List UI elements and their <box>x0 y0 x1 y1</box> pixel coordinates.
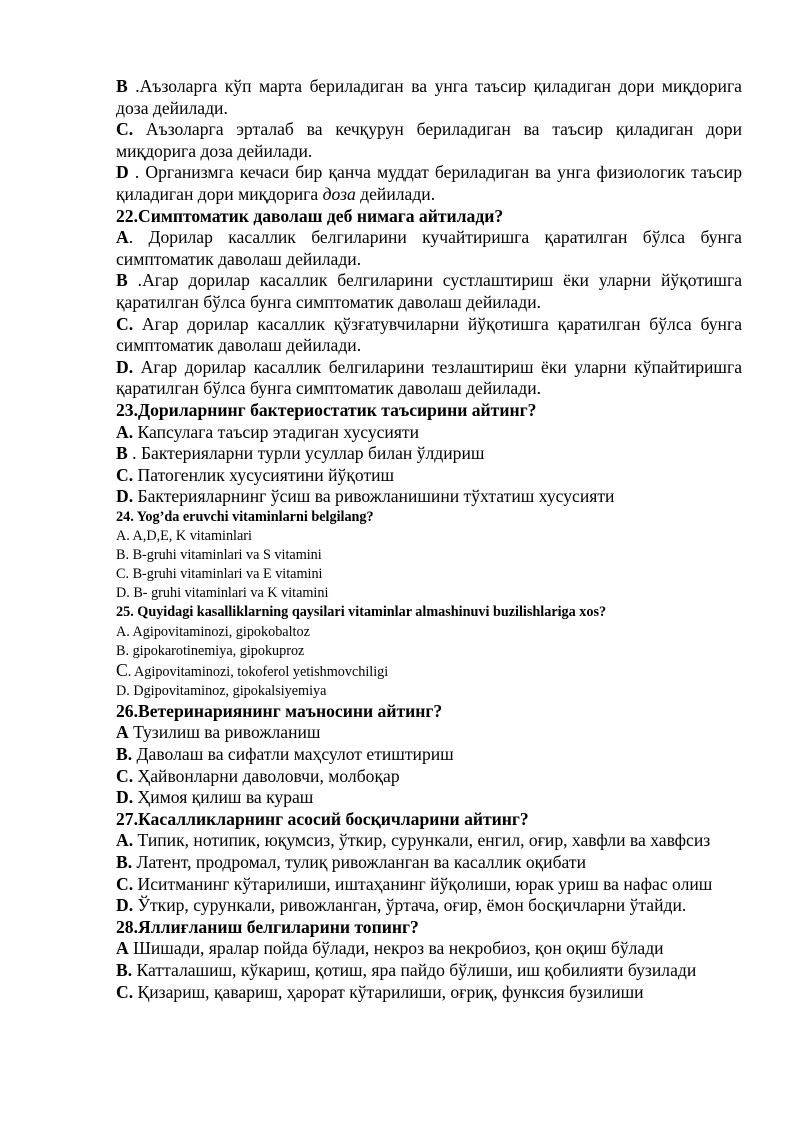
q26-title: 26.Ветеринариянинг маъносини айтинг? <box>116 700 443 721</box>
q23-option-b <box>116 443 742 465</box>
q28-option-c <box>116 982 742 1004</box>
option-letter: D. <box>116 895 134 916</box>
q23-option-c <box>116 465 742 487</box>
option-letter: A <box>116 722 129 743</box>
q27-option-a <box>116 830 742 852</box>
q26-option-d <box>116 787 742 809</box>
option-text: Ўткир, сурункали, ривожланган, ўртача, оғир, ёмон босқичларни ўтайди. <box>133 895 687 916</box>
q22-option-d <box>116 357 742 400</box>
option-letter: C. <box>116 464 134 485</box>
q26-option-b <box>116 744 742 766</box>
q23-option-d <box>116 486 742 508</box>
q21-option-c <box>116 119 742 162</box>
q28-option-a <box>116 938 742 960</box>
q22-title: 22.Симптоматик даволаш деб нимага айтилади? <box>116 205 504 226</box>
option-text: Агар дорилар касаллик қўзғатувчиларни йўқотишга қаратилган бўлса бунга симптоматик даволаш дейилади. <box>116 313 742 356</box>
option-letter: B <box>116 547 126 564</box>
option-text: . B-gruhi vitaminlari va E vitamini <box>125 566 323 583</box>
option-letter: C. <box>116 873 134 894</box>
q28-title: 28.Яллиғланиш белгиларини топинг? <box>116 916 419 937</box>
option-letter: D. <box>116 356 134 377</box>
option-text: . gipokarotinemiya, gipokuproz <box>125 642 305 659</box>
option-text-end: дейилади. <box>355 183 436 204</box>
option-letter: D. <box>116 486 134 507</box>
option-text: Ҳайвонларни даволовчи, молбоқар <box>133 765 400 786</box>
option-text: Агар дорилар касаллик белгиларини тезлаштириш ёки уларни кўпайтиришга қаратилган бўлса бунга симптоматик даволаш дейилади. <box>116 356 742 399</box>
option-text: Иситманинг кўтарилиши, иштаҳанинг йўқолиши, юрак уриш ва нафас олиш <box>133 873 713 894</box>
q25-option-c <box>116 661 742 682</box>
q21-option-d <box>116 162 742 205</box>
option-letter: D. <box>116 787 134 808</box>
option-text: Латент, продромал, тулиқ ривожланган ва касаллик оқибати <box>132 852 586 873</box>
option-text: . Бактерияларни турли усуллар билан ўлдириш <box>127 443 485 464</box>
option-letter: C. <box>116 981 134 1002</box>
option-text: . B- gruhi vitaminlari va K vitamini <box>126 585 329 602</box>
option-text: . Dgipovitaminoz, gipokalsiyemiya <box>126 682 327 699</box>
option-text: . Дорилар касаллик белгиларини кучайтиришга қаратилган бўлса бунга симптоматик даволаш дейилади. <box>116 227 742 269</box>
option-text: . Agipovitaminozi, gipokobaltoz <box>126 623 310 640</box>
q27-option-c <box>116 874 742 896</box>
option-text: Даволаш ва сифатли маҳсулот етиштириш <box>132 744 454 765</box>
option-text: Катталашиш, кўкариш, қотиш, яра пайдо бўлиши, иш қобилияти бузилади <box>132 960 697 980</box>
option-letter: B. <box>116 960 133 980</box>
option-letter: C. <box>116 119 134 140</box>
option-letter: C <box>116 659 128 680</box>
option-text: Ҳимоя қилиш ва кураш <box>133 787 314 808</box>
option-letter: A <box>116 227 129 248</box>
option-letter: B. <box>116 852 133 873</box>
option-text: Типик, нотипик, юқумсиз, ўткир, сурункали, енгил, оғир, хавфли ва хавфсиз <box>133 830 711 851</box>
option-letter: D <box>116 162 129 183</box>
q22-option-c <box>116 314 742 357</box>
option-letter: B <box>116 270 128 291</box>
option-text: Патогенлик хусусиятини йўқотиш <box>133 464 395 485</box>
option-text: Қизариш, қавариш, ҳарорат кўтарилиши, оғриқ, функсия бузилиши <box>133 981 644 1002</box>
q24-option-a <box>116 527 742 546</box>
option-letter: C <box>116 566 126 583</box>
q23-title: 23.Дориларнинг бактериостатик таъсирини айтинг? <box>116 399 537 420</box>
option-letter: D <box>116 585 127 602</box>
q22-option-a <box>116 227 742 270</box>
option-text: . B-gruhi vitaminlari va S vitamini <box>125 547 322 564</box>
q26-option-a <box>116 722 742 744</box>
q25-option-d <box>116 682 742 701</box>
option-text: Тузилиш ва ривожланиш <box>128 722 321 743</box>
option-text: .Агар дорилар касаллик белгиларини сустлаштириш ёки уларни йўқотишга қаратилган бўлса бунга симптоматик даволаш дейилади. <box>116 270 742 312</box>
option-letter: C. <box>116 313 134 334</box>
q25-option-b <box>116 642 742 661</box>
option-text: Аъзоларга эрталаб ва кечқурун бериладиган ва таъсир қиладиган дори миқдорига доза дейилади. <box>116 119 742 161</box>
option-letter: D <box>116 682 127 699</box>
option-letter: A. <box>116 421 134 442</box>
option-letter: B <box>116 76 128 96</box>
q22-option-b <box>116 270 742 313</box>
option-text-italic: доза <box>322 183 356 204</box>
option-text: .Аъзоларга кўп марта бериладиган ва унга таъсир қиладиган дори миқдорига доза дейилади. <box>116 76 742 118</box>
q27-option-d <box>116 895 742 917</box>
q27-title: 27.Касалликларнинг асосий босқичларини айтинг? <box>116 808 529 829</box>
q26-option-c <box>116 766 742 788</box>
option-text: Шишади, яралар пойда бўлади, некроз ва некробиоз, қон оқиш бўлади <box>128 938 664 959</box>
option-letter: A. <box>116 830 134 851</box>
option-text: Бактерияларнинг ўсиш ва ривожланишини тўхтатиш хусусияти <box>133 486 615 507</box>
q21-option-b <box>116 76 742 119</box>
q24-option-c <box>116 565 742 584</box>
q23-option-a <box>116 422 742 444</box>
option-letter: A <box>116 623 127 640</box>
q24-option-d <box>116 584 742 603</box>
q24-title: 24. Yog’da eruvchi vitaminlarni belgilang? <box>116 508 374 525</box>
q25-title: 25. Quyidagi kasalliklarning qaysilari vitaminlar almashinuvi buzilishlariga xos? <box>116 604 607 621</box>
option-text: . Agipovitaminozi, tokoferol yetishmovchiligi <box>127 663 389 680</box>
option-text: . Организмга кечаси бир қанча муддат бериладиган ва унга физиологик таъсир қиладиган дори миқдорига <box>116 162 742 204</box>
q27-option-b <box>116 852 742 874</box>
option-letter: C. <box>116 765 134 786</box>
q28-option-b <box>116 960 742 982</box>
option-letter: B <box>116 443 128 464</box>
option-letter: A <box>116 528 127 545</box>
option-letter: B. <box>116 744 133 765</box>
option-text: . A,D,E, K vitaminlari <box>126 528 252 545</box>
option-letter: B <box>116 642 126 659</box>
q25-option-a <box>116 623 742 642</box>
option-text: Капсулага таъсир этадиган хусусияти <box>133 421 420 442</box>
option-letter: A <box>116 938 129 959</box>
q24-option-b <box>116 546 742 565</box>
